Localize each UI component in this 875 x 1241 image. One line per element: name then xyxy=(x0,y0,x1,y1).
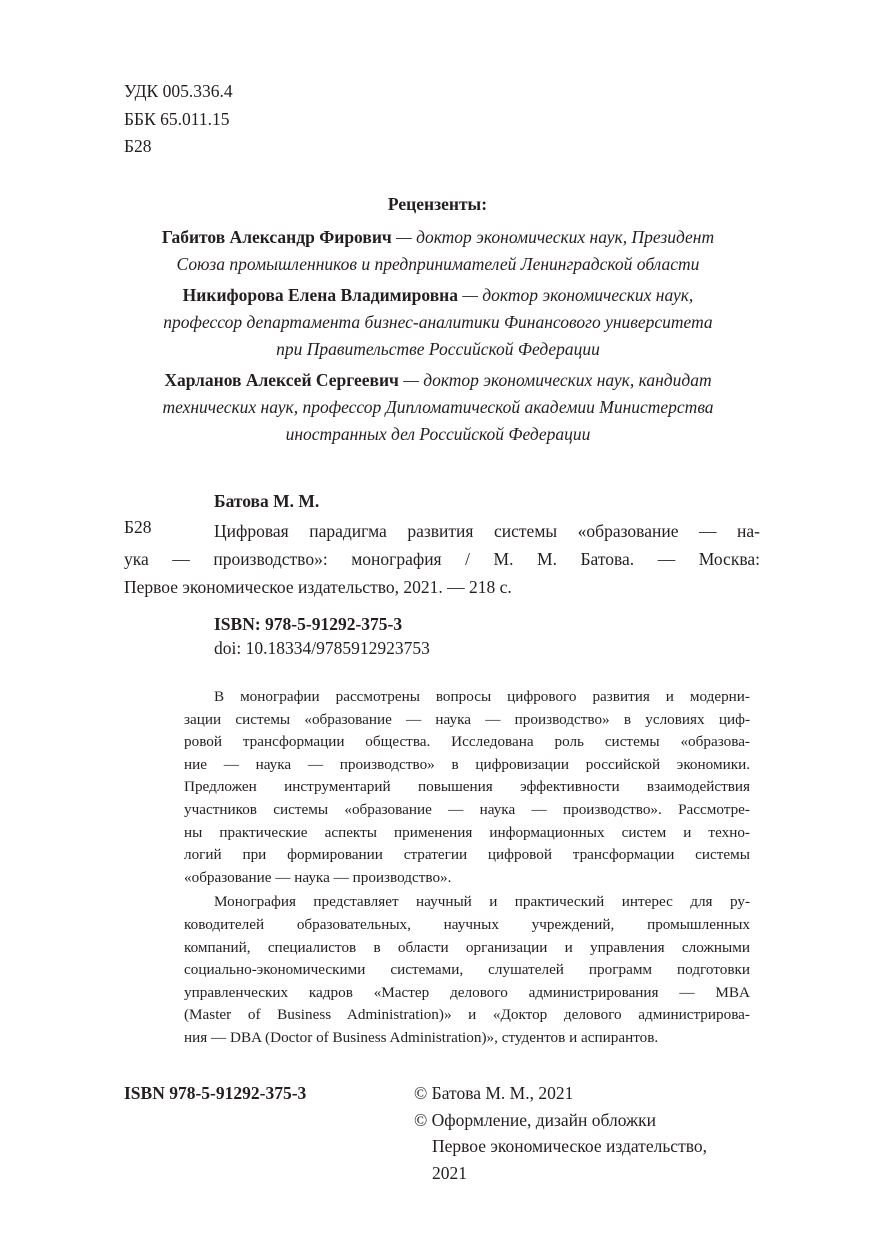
reviewer-1 xyxy=(118,224,758,278)
biblio-line: ука — производство»: монография / М. М. Батова. — Москва: xyxy=(124,549,760,569)
reviewer-credentials: при Правительстве Российской Федерации xyxy=(276,339,600,359)
abstract-line: зации системы «образование — наука — производство» в условиях циф- xyxy=(184,710,750,728)
abstract-line: логий при формировании стратегии цифровой трансформации системы xyxy=(184,846,750,864)
isbn: ISBN: 978-5-91292-375-3 xyxy=(214,614,403,634)
abstract-line: (Master of Business Administration)» и «Доктор делового администрирова- xyxy=(184,1006,750,1024)
udk-code: УДК 005.336.4 xyxy=(124,81,233,101)
abstract-line: В монографии рассмотрены вопросы цифрового развития и модерни- xyxy=(214,688,750,705)
library-code: Б28 xyxy=(124,517,152,537)
abstract-line: ровой трансформации общества. Исследована роль системы «образова- xyxy=(184,733,750,751)
abstract-line: ководителей образовательных, научных учреждений, промышленных xyxy=(184,915,750,933)
reviewer-name: Харланов Алексей Сергеевич xyxy=(164,370,399,390)
reviewer-name: Никифорова Елена Владимировна xyxy=(182,285,458,305)
reviewer-credentials: профессор департамента бизнес-аналитики Финансового университета xyxy=(163,312,713,332)
copyright-year: 2021 xyxy=(432,1162,467,1183)
biblio-line: Цифровая парадигма развития системы «образование — на- xyxy=(214,521,760,541)
abstract-line: Предложен инструментарий повышения эффективности взаимодействия xyxy=(184,778,750,796)
biblio-line: Первое экономическое издательство, 2021. — 218 с. xyxy=(124,577,512,597)
doi: doi: 10.18334/9785912923753 xyxy=(214,638,430,658)
copyright-block xyxy=(414,1080,707,1186)
reviewer-credentials: — доктор экономических наук, xyxy=(458,285,694,305)
abstract-line: компаний, специалистов в области организации и управления сложными xyxy=(184,938,750,956)
book-author: Батова М. М. xyxy=(214,491,320,511)
abstract-line: Монография представляет научный и практический интерес для ру- xyxy=(214,893,750,911)
abstract-line: ние — наука — производство» в цифровизации российской экономики. xyxy=(184,755,750,773)
reviewer-2 xyxy=(118,282,758,363)
abstract-line: участников системы «образование — наука — производство». Рассмотре- xyxy=(184,800,750,818)
abstract-line: «образование — наука — производство». xyxy=(184,868,452,886)
copyright-author: © Батова М. М., 2021 xyxy=(414,1083,574,1103)
reviewer-credentials: Союза промышленников и предпринимателей Ленинградской области xyxy=(176,254,700,274)
copyright-publisher: Первое экономическое издательство, xyxy=(432,1136,707,1156)
reviewer-credentials: технических наук, профессор Дипломатической академии Министерства xyxy=(162,397,714,417)
footer-isbn: ISBN 978-5-91292-375-3 xyxy=(124,1083,307,1103)
reviewers-title: Рецензенты: xyxy=(387,194,488,214)
copyright-design: © Оформление, дизайн обложки xyxy=(414,1109,656,1130)
abstract-line: ны практические аспекты применения информационных систем и техно- xyxy=(184,823,750,841)
abstract-line: ния — DBA (Doctor of Business Administration)», студентов и аспирантов. xyxy=(184,1028,659,1046)
reviewer-credentials: иностранных дел Российской Федерации xyxy=(285,424,591,444)
abstract xyxy=(184,686,750,1050)
bbk-code: ББК 65.011.15 xyxy=(124,108,230,129)
reviewer-name: Габитов Александр Фирович xyxy=(161,227,392,247)
abstract-line: управленческих кадров «Мастер делового администрирования — MBA xyxy=(184,983,750,1001)
reviewer-3 xyxy=(118,367,758,448)
author-mark: Б28 xyxy=(124,136,152,156)
reviewer-credentials: — доктор экономических наук, кандидат xyxy=(398,370,712,390)
classification-codes xyxy=(124,78,233,161)
reviewer-credentials: — доктор экономических наук, Президент xyxy=(391,227,715,247)
abstract-line: социально-экономическими системами, слушателей программ подготовки xyxy=(184,961,750,979)
reviewers-list xyxy=(118,224,758,452)
bibliographic-description xyxy=(124,517,760,601)
